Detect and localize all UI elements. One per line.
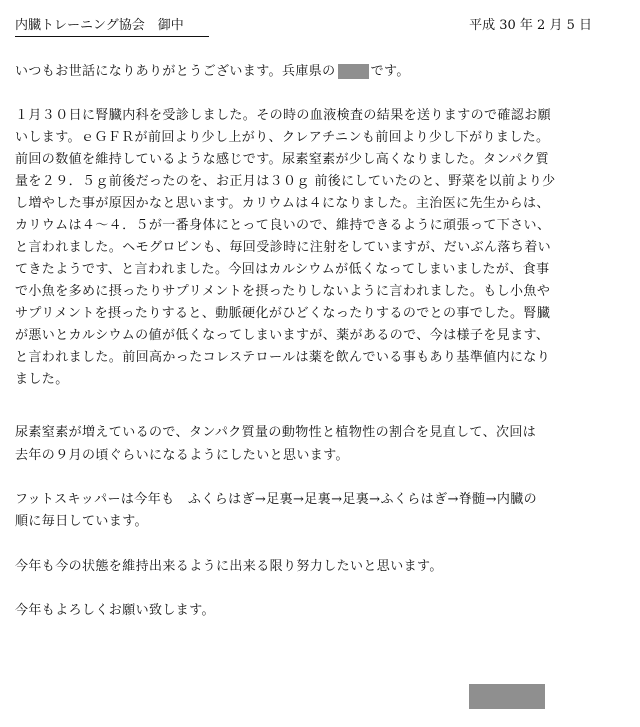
body-line: カリウムは４～４．５が一番身体にとって良いので、維持できるように頑張って下さい、 [15, 218, 551, 233]
body-line: サプリメントを摂ったりすると、動脈硬化がひどくなったりするのでとの事でした。腎臓 [15, 306, 551, 321]
paragraph4: 今年も今の状態を維持出来るように出来る限り努力したいと思います。 [15, 559, 443, 574]
greeting-tail: です。 [370, 64, 410, 79]
letter-date: 平成 30 年 2 月 5 日 [469, 18, 592, 33]
greeting-line [15, 64, 410, 80]
body-line: てきたようです、と言われました。今回はカルシウムが低くなってしまいましたが、食事 [15, 262, 550, 277]
body-line: いします。ｅＧＦＲが前回より少し上がり、クレアチニンも前回より少し下がりました。 [15, 130, 550, 145]
body-line: で小魚を多めに摂ったりサプリメントを摂ったりしないように言われました。もし小魚や [15, 284, 551, 299]
paragraph2-line: 尿素窒素が増えているので、タンパク質量の動物性と植物性の割合を見直して、次回は [15, 425, 537, 440]
body-line: ました。 [15, 372, 69, 387]
closing: 今年もよろしくお願い致します。 [15, 603, 215, 618]
body-line: し増やした事が原因かなと思います。カリウムは４になりました。主治医に先生からは、 [15, 196, 550, 211]
redacted-name [338, 64, 369, 79]
greeting-text: いつもお世話になりありがとうございます。兵庫県の [15, 64, 336, 79]
paragraph3-line: 順に毎日しています。 [15, 514, 148, 529]
body-line: 前回の数値を維持しているような感じです。尿素窒素が少し高くなりました。タンパク質 [15, 152, 550, 167]
addressee-underline [15, 36, 209, 37]
body-line: と言われました。ヘモグロビンも、毎回受診時に注射をしていますが、だいぶん落ち着い [15, 240, 552, 255]
body-line: １月３０日に腎臓内科を受診しました。その時の血液検査の結果を送りますので確認お願 [15, 108, 552, 123]
body-line: と言われました。前回高かったコレステロールは薬を飲んでいる事もあり基準値内になり [15, 350, 551, 365]
paragraph3-line: フットスキッパーは今年も ふくらはぎ→足裏→足裏→足裏→ふくらはぎ→脊髄→内臓の [15, 492, 538, 507]
redacted-signature [469, 684, 545, 709]
body-line: が悪いとカルシウムの値が低くなってしまいますが、薬があるので、今は様子を見ます、 [15, 328, 550, 343]
body-line: 量を２９．５ｇ前後だったのを、お正月は３０ｇ 前後にしていたのと、野菜を以前より少 [15, 174, 556, 189]
paragraph2-line: 去年の９月の頃ぐらいになるようにしたいと思います。 [15, 448, 349, 463]
addressee: 内臓トレーニング協会 御中 [15, 18, 184, 33]
